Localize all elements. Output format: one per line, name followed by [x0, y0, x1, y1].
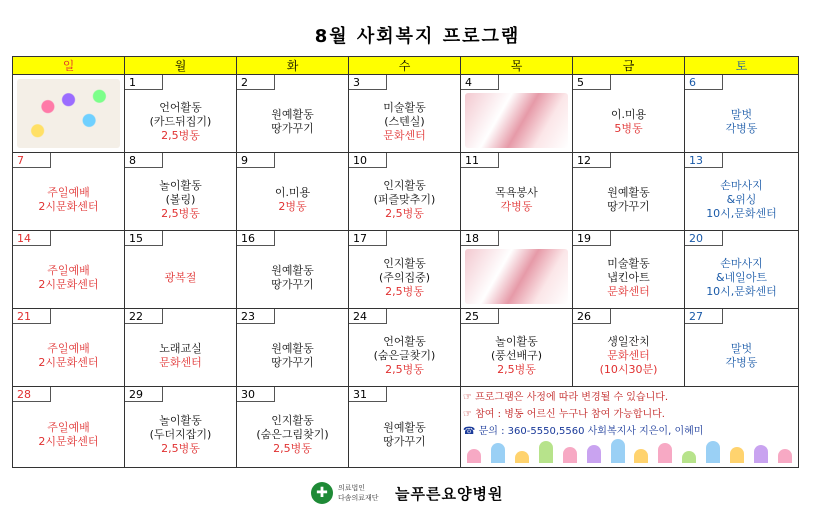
- day-content: [237, 93, 348, 150]
- hospital-logo-icon: ✚: [311, 482, 333, 504]
- activity-line: 2,5병동: [385, 362, 424, 376]
- activity-line: 2,5병동: [497, 362, 536, 376]
- weekday-fri: 금: [573, 57, 685, 75]
- activity-line: 미술활동: [383, 100, 426, 114]
- activity-line: (숨은그림찾기): [256, 428, 329, 441]
- activity-line: (카드뒤집기): [149, 114, 212, 128]
- day-number: 7: [13, 153, 51, 168]
- calendar-day-cell: [237, 387, 349, 468]
- activity-line: 10시,문화센터: [706, 206, 777, 220]
- calendar-day-cell: [125, 231, 237, 309]
- activity-line: 원예활동: [383, 421, 426, 434]
- activity-line: 2,5병동: [385, 206, 424, 220]
- calendar-day-cell: [573, 153, 685, 231]
- day-number: 21: [13, 309, 51, 324]
- day-content: [685, 93, 798, 150]
- activity-line: (10시30분): [599, 362, 658, 376]
- note-line2: ☞ 참여 : 병동 어르신 누구나 참여 가능합니다.: [463, 409, 665, 420]
- calendar-day-cell: [125, 309, 237, 387]
- beads-bracelet-photo: [17, 79, 120, 148]
- calendar-week-row: [13, 387, 799, 468]
- day-number: 2: [237, 75, 275, 90]
- calendar-week-row: [13, 75, 799, 153]
- calendar-day-cell: [573, 309, 685, 387]
- calendar-day-cell: [125, 387, 237, 468]
- day-number: 9: [237, 153, 275, 168]
- activity-line: 2,5병동: [161, 206, 200, 220]
- day-number: 14: [13, 231, 51, 246]
- calendar-day-cell: [13, 231, 125, 309]
- activity-line: 인지활동: [383, 256, 426, 270]
- calendar-day-cell: [349, 309, 461, 387]
- activity-line: 2시문화센터: [38, 199, 99, 213]
- day-content: [125, 249, 236, 306]
- activity-line: 원예활동: [271, 263, 314, 277]
- day-number: 28: [13, 387, 51, 402]
- day-content: [349, 171, 460, 228]
- activity-line: (주의집중): [378, 270, 431, 284]
- activity-line: 언어활동: [159, 100, 202, 114]
- activity-line: 놀이활동: [159, 178, 202, 192]
- activity-line: 5병동: [614, 121, 643, 135]
- day-content: [237, 249, 348, 306]
- activity-line: 2,5병동: [161, 128, 200, 142]
- weekday-sat: 토: [685, 57, 799, 75]
- day-content: [685, 327, 798, 384]
- calendar-day-cell: [13, 153, 125, 231]
- activity-line: &네일아트: [715, 270, 768, 284]
- activity-line: 원예활동: [271, 107, 314, 121]
- activity-line: 문화센터: [607, 284, 650, 298]
- corp-line-1: 의료법인: [338, 484, 366, 492]
- note-line1: ☞ 프로그램은 사정에 따라 변경될 수 있습니다.: [463, 392, 669, 403]
- hospital-name: 늘푸른요양병원: [395, 485, 504, 503]
- day-number: 5: [573, 75, 611, 90]
- day-content: [685, 171, 798, 228]
- activity-line: 각병동: [500, 199, 533, 213]
- day-number: 24: [349, 309, 387, 324]
- day-number: 11: [461, 153, 499, 168]
- day-content: [125, 171, 236, 228]
- calendar-day-cell: [13, 75, 125, 153]
- activity-line: 생일잔치: [607, 334, 650, 348]
- day-content: [13, 171, 124, 228]
- activity-line: 각병동: [725, 121, 758, 135]
- activity-line: 손마사지: [720, 178, 763, 192]
- activity-line: 이.미용: [274, 185, 311, 199]
- activity-line: 땅가꾸기: [271, 121, 314, 135]
- calendar-day-cell: [573, 231, 685, 309]
- day-number: 19: [573, 231, 611, 246]
- calendar-day-cell: [685, 153, 799, 231]
- activity-line: 문화센터: [383, 128, 426, 142]
- day-number: 1: [125, 75, 163, 90]
- activity-line: 땅가꾸기: [607, 199, 650, 213]
- activity-line: 원예활동: [271, 341, 314, 355]
- day-content: [237, 171, 348, 228]
- day-number: 6: [685, 75, 723, 90]
- weekday-mon: 월: [125, 57, 237, 75]
- activity-line: 2,5병동: [273, 442, 312, 455]
- activity-line: 10시,문화센터: [706, 284, 777, 298]
- calendar-table: [12, 56, 799, 468]
- day-content: [13, 249, 124, 306]
- activity-line: 2시문화센터: [38, 355, 99, 369]
- activity-line: &위싱: [726, 192, 757, 206]
- day-number: 13: [685, 153, 723, 168]
- day-content: [237, 405, 348, 465]
- day-number: 27: [685, 309, 723, 324]
- activity-line: 땅가꾸기: [271, 355, 314, 369]
- weekday-sun: 일: [13, 57, 125, 75]
- activity-line: (두더지잡기): [149, 428, 212, 441]
- activity-line: 인지활동: [383, 178, 426, 192]
- day-content: [349, 249, 460, 306]
- day-number: 10: [349, 153, 387, 168]
- day-number: 4: [461, 75, 499, 90]
- day-number: 29: [125, 387, 163, 402]
- calendar-day-cell: [349, 75, 461, 153]
- activity-line: 주일예배: [47, 421, 90, 434]
- calendar-week-row: [13, 153, 799, 231]
- day-content: [349, 405, 460, 465]
- calendar-day-cell: [125, 75, 237, 153]
- activity-line: 2병동: [278, 199, 307, 213]
- weekday-thu: 목: [461, 57, 573, 75]
- day-number: 30: [237, 387, 275, 402]
- day-content: [125, 327, 236, 384]
- activity-line: 주일예배: [47, 185, 90, 199]
- day-content: [685, 249, 798, 306]
- calendar-day-cell: [461, 309, 573, 387]
- activity-line: 인지활동: [271, 414, 314, 427]
- activity-line: 문화센터: [159, 355, 202, 369]
- calendar-day-cell: [349, 387, 461, 468]
- activity-line: (숨은글찾기): [373, 348, 436, 362]
- activity-line: 놀이활동: [495, 334, 538, 348]
- day-content: [349, 93, 460, 150]
- activity-line: 2,5병동: [161, 442, 200, 455]
- day-content: [13, 327, 124, 384]
- calendar-day-cell: [349, 153, 461, 231]
- calendar-week-row: [13, 231, 799, 309]
- day-number: 26: [573, 309, 611, 324]
- activity-line: 말벗: [730, 107, 753, 121]
- calendar-day-cell: [237, 153, 349, 231]
- weekday-tue: 화: [237, 57, 349, 75]
- activity-line: (볼링): [165, 192, 196, 206]
- day-number: 20: [685, 231, 723, 246]
- day-number: 16: [237, 231, 275, 246]
- day-content: [13, 405, 124, 465]
- activity-line: 2시문화센터: [38, 277, 99, 291]
- calendar-day-cell: [125, 153, 237, 231]
- notes-box: [463, 389, 796, 440]
- day-number: 22: [125, 309, 163, 324]
- calendar-day-cell: [573, 75, 685, 153]
- activity-line: 손마사지: [720, 256, 763, 270]
- calendar-day-cell: [237, 309, 349, 387]
- corporation-name: [338, 483, 379, 503]
- calendar-week-row: [13, 309, 799, 387]
- day-number: 8: [125, 153, 163, 168]
- day-number: 12: [573, 153, 611, 168]
- activity-line: 노래교실: [159, 341, 202, 355]
- day-number: 18: [461, 231, 499, 246]
- day-number: 25: [461, 309, 499, 324]
- page-title: 8월 사회복지 프로그램: [314, 26, 521, 47]
- corp-line-2: 다솜의료재단: [338, 494, 379, 502]
- activity-line: 주일예배: [47, 263, 90, 277]
- day-number: 31: [349, 387, 387, 402]
- calendar-day-cell: [461, 153, 573, 231]
- calendar-day-cell: [237, 231, 349, 309]
- castle-decoration-icon: [467, 439, 792, 463]
- activity-line: 광복절: [164, 270, 197, 284]
- day-content: [573, 93, 684, 150]
- calendar-day-cell: [349, 231, 461, 309]
- activity-line: 목욕봉사: [495, 185, 538, 199]
- note-line3: ☎ 문의 : 360-5550,5560 사회복지사 지은이, 이혜미: [463, 426, 704, 437]
- calendar-day-cell: [13, 309, 125, 387]
- activity-line: 문화센터: [607, 348, 650, 362]
- activity-line: 2,5병동: [385, 284, 424, 298]
- day-number: 3: [349, 75, 387, 90]
- activity-line: (퍼즐맞추기): [373, 192, 436, 206]
- activity-line: (풍선배구): [490, 348, 543, 362]
- day-content: [237, 327, 348, 384]
- activity-line: 이.미용: [610, 107, 647, 121]
- hairbrush-photo: [465, 93, 568, 148]
- day-number: 17: [349, 231, 387, 246]
- calendar-day-cell: [237, 75, 349, 153]
- day-number: 23: [237, 309, 275, 324]
- activity-line: (스텐실): [384, 114, 425, 128]
- activity-line: 땅가꾸기: [383, 435, 426, 448]
- weekday-header-row: [13, 57, 799, 75]
- footer: [0, 482, 835, 508]
- calendar-day-cell: [685, 75, 799, 153]
- activity-line: 미술활동: [607, 256, 650, 270]
- weekday-wed: 수: [349, 57, 461, 75]
- day-content: [349, 327, 460, 384]
- activity-line: 땅가꾸기: [271, 277, 314, 291]
- day-content: [573, 249, 684, 306]
- notes-cell: [461, 387, 799, 468]
- calendar-day-cell: [685, 309, 799, 387]
- day-content: [125, 93, 236, 150]
- day-content: [125, 405, 236, 465]
- calendar-day-cell: [461, 75, 573, 153]
- hairbrush-photo: [465, 249, 568, 304]
- activity-line: 냅킨아트: [607, 270, 650, 284]
- calendar-day-cell: [685, 231, 799, 309]
- calendar-day-cell: [461, 231, 573, 309]
- activity-line: 각병동: [725, 355, 758, 369]
- activity-line: 주일예배: [47, 341, 90, 355]
- day-content: [461, 171, 572, 228]
- day-number: 15: [125, 231, 163, 246]
- activity-line: 말벗: [730, 341, 753, 355]
- activity-line: 원예활동: [607, 185, 650, 199]
- activity-line: 언어활동: [383, 334, 426, 348]
- day-content: [461, 327, 572, 384]
- calendar-day-cell: [13, 387, 125, 468]
- activity-line: 놀이활동: [159, 414, 202, 427]
- day-content: [573, 327, 684, 384]
- activity-line: 2시문화센터: [38, 435, 99, 448]
- day-content: [573, 171, 684, 228]
